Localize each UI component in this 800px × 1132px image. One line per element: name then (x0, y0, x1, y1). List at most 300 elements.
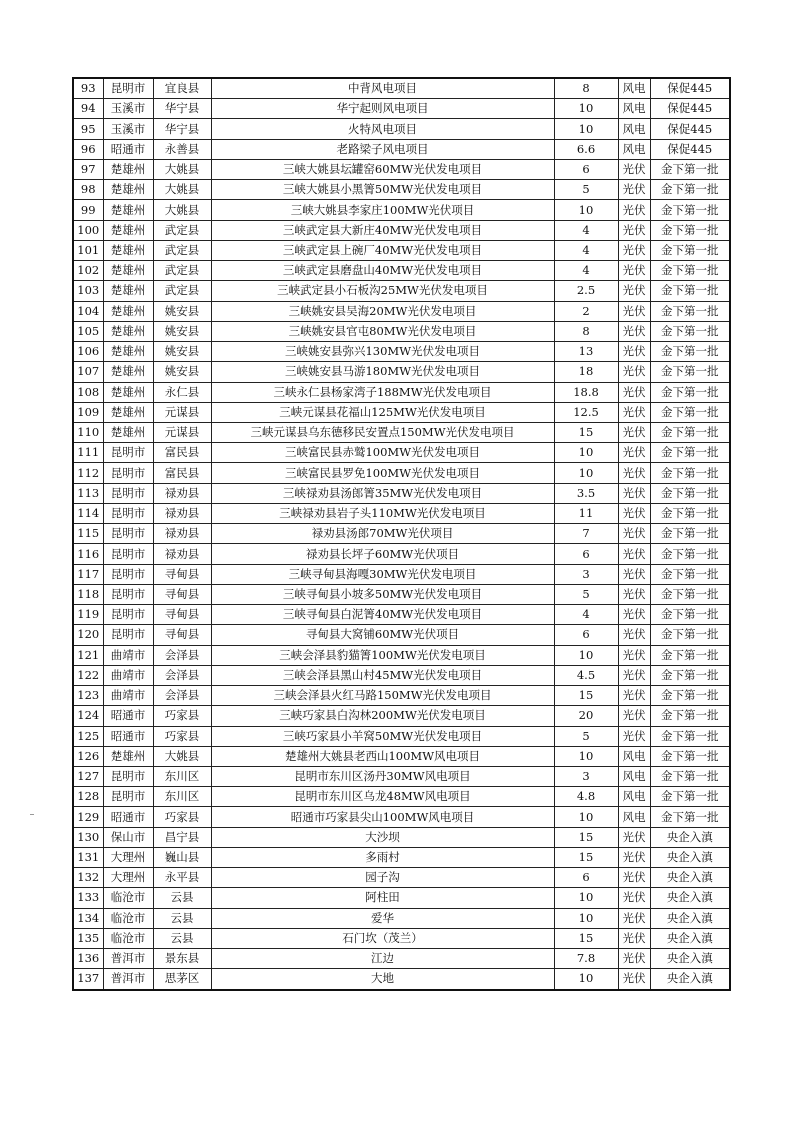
county-cell: 永善县 (153, 139, 211, 159)
energy-type-cell: 光伏 (618, 605, 650, 625)
city-cell: 楚雄州 (103, 200, 153, 220)
row-number: 105 (73, 321, 103, 341)
table-row (73, 787, 730, 807)
city-cell: 楚雄州 (103, 301, 153, 321)
capacity-cell: 3 (554, 766, 618, 786)
table-row (73, 301, 730, 321)
row-number: 112 (73, 463, 103, 483)
city-cell: 玉溪市 (103, 119, 153, 139)
county-cell: 会泽县 (153, 665, 211, 685)
city-cell: 昭通市 (103, 139, 153, 159)
project-name-cell: 三峡寻甸县白泥箐40MW光伏发电项目 (211, 605, 554, 625)
capacity-cell: 10 (554, 463, 618, 483)
table-row (73, 686, 730, 706)
energy-type-cell: 风电 (618, 766, 650, 786)
project-name-cell: 昭通市巧家县尖山100MW风电项目 (211, 807, 554, 827)
row-number: 113 (73, 483, 103, 503)
county-cell: 景东县 (153, 949, 211, 969)
table-row (73, 200, 730, 220)
project-name-cell: 阿柱田 (211, 888, 554, 908)
energy-type-cell: 风电 (618, 139, 650, 159)
batch-note-cell: 金下第一批 (650, 483, 730, 503)
county-cell: 巧家县 (153, 807, 211, 827)
table-row (73, 625, 730, 645)
county-cell: 永平县 (153, 868, 211, 888)
energy-type-cell: 光伏 (618, 261, 650, 281)
energy-type-cell: 风电 (618, 746, 650, 766)
row-number: 107 (73, 362, 103, 382)
project-name-cell: 三峡大姚县坛罐窑60MW光伏发电项目 (211, 159, 554, 179)
project-name-cell: 三峡武定县大新庄40MW光伏发电项目 (211, 220, 554, 240)
batch-note-cell: 金下第一批 (650, 240, 730, 260)
table-row (73, 402, 730, 422)
county-cell: 巍山县 (153, 847, 211, 867)
project-name-cell: 三峡武定县小石板沟25MW光伏发电项目 (211, 281, 554, 301)
row-number: 104 (73, 301, 103, 321)
batch-note-cell: 金下第一批 (650, 443, 730, 463)
city-cell: 临沧市 (103, 888, 153, 908)
table-row (73, 463, 730, 483)
row-number: 131 (73, 847, 103, 867)
project-name-cell: 大沙坝 (211, 827, 554, 847)
project-name-cell: 三峡禄劝县岩子头110MW光伏发电项目 (211, 503, 554, 523)
city-cell: 临沧市 (103, 908, 153, 928)
county-cell: 大姚县 (153, 180, 211, 200)
capacity-cell: 15 (554, 847, 618, 867)
row-number: 101 (73, 240, 103, 260)
table-row (73, 524, 730, 544)
table-row (73, 139, 730, 159)
project-name-cell: 三峡会泽县黑山村45MW光伏发电项目 (211, 665, 554, 685)
row-number: 99 (73, 200, 103, 220)
county-cell: 寻甸县 (153, 564, 211, 584)
project-name-cell: 三峡富民县罗免100MW光伏发电项目 (211, 463, 554, 483)
energy-type-cell: 光伏 (618, 645, 650, 665)
city-cell: 昭通市 (103, 726, 153, 746)
county-cell: 禄劝县 (153, 544, 211, 564)
project-name-cell: 三峡武定县上碗厂40MW光伏发电项目 (211, 240, 554, 260)
table-row (73, 180, 730, 200)
energy-type-cell: 风电 (618, 99, 650, 119)
project-name-cell: 三峡巧家县白沟林200MW光伏发电项目 (211, 706, 554, 726)
row-number: 129 (73, 807, 103, 827)
batch-note-cell: 金下第一批 (650, 200, 730, 220)
capacity-cell: 7 (554, 524, 618, 544)
county-cell: 东川区 (153, 787, 211, 807)
table-row (73, 99, 730, 119)
row-number: 118 (73, 584, 103, 604)
row-number: 134 (73, 908, 103, 928)
county-cell: 云县 (153, 888, 211, 908)
table-row (73, 807, 730, 827)
capacity-cell: 15 (554, 422, 618, 442)
project-name-cell: 江边 (211, 949, 554, 969)
project-name-cell: 三峡永仁县杨家湾子188MW光伏发电项目 (211, 382, 554, 402)
table-row (73, 645, 730, 665)
city-cell: 昆明市 (103, 524, 153, 544)
table-row (73, 382, 730, 402)
batch-note-cell: 金下第一批 (650, 584, 730, 604)
project-name-cell: 爱华 (211, 908, 554, 928)
project-name-cell: 三峡禄劝县汤郎箐35MW光伏发电项目 (211, 483, 554, 503)
project-name-cell: 三峡会泽县火红马路150MW光伏发电项目 (211, 686, 554, 706)
project-name-cell: 老路梁子风电项目 (211, 139, 554, 159)
energy-type-cell: 光伏 (618, 443, 650, 463)
table-row (73, 422, 730, 442)
county-cell: 寻甸县 (153, 584, 211, 604)
capacity-cell: 4 (554, 605, 618, 625)
energy-type-cell: 光伏 (618, 827, 650, 847)
capacity-cell: 2.5 (554, 281, 618, 301)
city-cell: 大理州 (103, 847, 153, 867)
project-name-cell: 三峡姚安县马游180MW光伏发电项目 (211, 362, 554, 382)
energy-type-cell: 光伏 (618, 362, 650, 382)
batch-note-cell: 金下第一批 (650, 807, 730, 827)
row-number: 135 (73, 928, 103, 948)
table-row (73, 159, 730, 179)
capacity-cell: 15 (554, 928, 618, 948)
row-number: 106 (73, 342, 103, 362)
county-cell: 寻甸县 (153, 605, 211, 625)
row-number: 110 (73, 422, 103, 442)
county-cell: 大姚县 (153, 200, 211, 220)
table-row (73, 766, 730, 786)
table-row (73, 281, 730, 301)
capacity-cell: 7.8 (554, 949, 618, 969)
row-number: 127 (73, 766, 103, 786)
batch-note-cell: 金下第一批 (650, 362, 730, 382)
batch-note-cell: 金下第一批 (650, 524, 730, 544)
energy-type-cell: 光伏 (618, 240, 650, 260)
energy-type-cell: 光伏 (618, 301, 650, 321)
county-cell: 姚安县 (153, 362, 211, 382)
table-row (73, 119, 730, 139)
batch-note-cell: 金下第一批 (650, 180, 730, 200)
energy-type-cell: 光伏 (618, 382, 650, 402)
county-cell: 元谋县 (153, 422, 211, 442)
batch-note-cell: 金下第一批 (650, 787, 730, 807)
project-name-cell: 三峡姚安县吴海20MW光伏发电项目 (211, 301, 554, 321)
energy-type-cell: 光伏 (618, 584, 650, 604)
energy-type-cell: 光伏 (618, 483, 650, 503)
capacity-cell: 8 (554, 78, 618, 99)
city-cell: 楚雄州 (103, 180, 153, 200)
capacity-cell: 20 (554, 706, 618, 726)
county-cell: 大姚县 (153, 746, 211, 766)
energy-type-cell: 光伏 (618, 564, 650, 584)
city-cell: 昭通市 (103, 807, 153, 827)
row-number: 102 (73, 261, 103, 281)
row-number: 126 (73, 746, 103, 766)
row-number: 114 (73, 503, 103, 523)
project-name-cell: 三峡大姚县小黑箐50MW光伏发电项目 (211, 180, 554, 200)
table-row (73, 240, 730, 260)
county-cell: 姚安县 (153, 301, 211, 321)
county-cell: 宜良县 (153, 78, 211, 99)
city-cell: 楚雄州 (103, 382, 153, 402)
row-number: 96 (73, 139, 103, 159)
county-cell: 会泽县 (153, 686, 211, 706)
row-number: 100 (73, 220, 103, 240)
capacity-cell: 3 (554, 564, 618, 584)
table-row (73, 362, 730, 382)
county-cell: 姚安县 (153, 342, 211, 362)
capacity-cell: 4.5 (554, 665, 618, 685)
county-cell: 寻甸县 (153, 625, 211, 645)
capacity-cell: 4 (554, 240, 618, 260)
row-number: 119 (73, 605, 103, 625)
table-row (73, 706, 730, 726)
city-cell: 昆明市 (103, 605, 153, 625)
project-name-cell: 三峡姚安县官屯80MW光伏发电项目 (211, 321, 554, 341)
energy-type-cell: 光伏 (618, 220, 650, 240)
county-cell: 华宁县 (153, 99, 211, 119)
energy-type-cell: 光伏 (618, 888, 650, 908)
row-number: 95 (73, 119, 103, 139)
county-cell: 云县 (153, 928, 211, 948)
batch-note-cell: 保促445 (650, 99, 730, 119)
project-table (72, 77, 731, 991)
energy-type-cell: 光伏 (618, 928, 650, 948)
row-number: 130 (73, 827, 103, 847)
table-row (73, 564, 730, 584)
energy-type-cell: 风电 (618, 787, 650, 807)
project-name-cell: 昆明市东川区汤丹30MW风电项目 (211, 766, 554, 786)
county-cell: 巧家县 (153, 726, 211, 746)
project-name-cell: 三峡巧家县小羊窝50MW光伏发电项目 (211, 726, 554, 746)
batch-note-cell: 金下第一批 (650, 463, 730, 483)
county-cell: 武定县 (153, 281, 211, 301)
row-number: 132 (73, 868, 103, 888)
project-name-cell: 大地 (211, 969, 554, 990)
project-name-cell: 寻甸县大窝铺60MW光伏项目 (211, 625, 554, 645)
project-name-cell: 三峡元谋县乌东德移民安置点150MW光伏发电项目 (211, 422, 554, 442)
capacity-cell: 6 (554, 159, 618, 179)
project-name-cell: 三峡寻甸县小坡多50MW光伏发电项目 (211, 584, 554, 604)
energy-type-cell: 光伏 (618, 159, 650, 179)
batch-note-cell: 央企入滇 (650, 868, 730, 888)
row-number: 97 (73, 159, 103, 179)
project-name-cell: 中背风电项目 (211, 78, 554, 99)
project-name-cell: 多雨村 (211, 847, 554, 867)
city-cell: 曲靖市 (103, 686, 153, 706)
county-cell: 禄劝县 (153, 503, 211, 523)
city-cell: 楚雄州 (103, 159, 153, 179)
energy-type-cell: 光伏 (618, 847, 650, 867)
table-row (73, 503, 730, 523)
project-name-cell: 华宁起则风电项目 (211, 99, 554, 119)
county-cell: 禄劝县 (153, 524, 211, 544)
batch-note-cell: 金下第一批 (650, 766, 730, 786)
table-row (73, 321, 730, 341)
batch-note-cell: 央企入滇 (650, 928, 730, 948)
batch-note-cell: 央企入滇 (650, 827, 730, 847)
table-row (73, 847, 730, 867)
project-name-cell: 三峡元谋县花福山125MW光伏发电项目 (211, 402, 554, 422)
project-name-cell: 昆明市东川区乌龙48MW风电项目 (211, 787, 554, 807)
city-cell: 曲靖市 (103, 665, 153, 685)
table-row (73, 726, 730, 746)
energy-type-cell: 光伏 (618, 402, 650, 422)
energy-type-cell: 光伏 (618, 544, 650, 564)
table-body (73, 78, 730, 990)
energy-type-cell: 光伏 (618, 180, 650, 200)
capacity-cell: 6.6 (554, 139, 618, 159)
city-cell: 昆明市 (103, 625, 153, 645)
table-row (73, 908, 730, 928)
table-row (73, 605, 730, 625)
energy-type-cell: 光伏 (618, 281, 650, 301)
project-name-cell: 三峡富民县赤鹫100MW光伏发电项目 (211, 443, 554, 463)
city-cell: 昆明市 (103, 503, 153, 523)
project-name-cell: 火特风电项目 (211, 119, 554, 139)
project-name-cell: 禄劝县汤郎70MW光伏项目 (211, 524, 554, 544)
project-name-cell: 三峡大姚县李家庄100MW光伏项目 (211, 200, 554, 220)
row-number: 120 (73, 625, 103, 645)
row-number: 111 (73, 443, 103, 463)
project-name-cell: 石门坎（茂兰） (211, 928, 554, 948)
batch-note-cell: 金下第一批 (650, 402, 730, 422)
margin-mark (30, 814, 34, 815)
city-cell: 昆明市 (103, 544, 153, 564)
row-number: 125 (73, 726, 103, 746)
capacity-cell: 4 (554, 220, 618, 240)
batch-note-cell: 金下第一批 (650, 503, 730, 523)
table-row (73, 969, 730, 990)
county-cell: 元谋县 (153, 402, 211, 422)
table-row (73, 483, 730, 503)
city-cell: 楚雄州 (103, 261, 153, 281)
city-cell: 楚雄州 (103, 281, 153, 301)
batch-note-cell: 金下第一批 (650, 321, 730, 341)
row-number: 124 (73, 706, 103, 726)
energy-type-cell: 风电 (618, 119, 650, 139)
energy-type-cell: 光伏 (618, 503, 650, 523)
table-row (73, 827, 730, 847)
batch-note-cell: 金下第一批 (650, 261, 730, 281)
row-number: 121 (73, 645, 103, 665)
batch-note-cell: 央企入滇 (650, 908, 730, 928)
row-number: 98 (73, 180, 103, 200)
batch-note-cell: 金下第一批 (650, 686, 730, 706)
city-cell: 楚雄州 (103, 402, 153, 422)
energy-type-cell: 风电 (618, 78, 650, 99)
energy-type-cell: 光伏 (618, 625, 650, 645)
city-cell: 楚雄州 (103, 746, 153, 766)
batch-note-cell: 保促445 (650, 119, 730, 139)
table-row (73, 928, 730, 948)
project-name-cell: 三峡武定县磨盘山40MW光伏发电项目 (211, 261, 554, 281)
capacity-cell: 15 (554, 686, 618, 706)
city-cell: 普洱市 (103, 949, 153, 969)
batch-note-cell: 金下第一批 (650, 422, 730, 442)
city-cell: 楚雄州 (103, 362, 153, 382)
project-name-cell: 园子沟 (211, 868, 554, 888)
capacity-cell: 3.5 (554, 483, 618, 503)
batch-note-cell: 金下第一批 (650, 220, 730, 240)
energy-type-cell: 光伏 (618, 665, 650, 685)
batch-note-cell: 金下第一批 (650, 564, 730, 584)
table-row (73, 443, 730, 463)
table-row (73, 746, 730, 766)
energy-type-cell: 光伏 (618, 908, 650, 928)
batch-note-cell: 央企入滇 (650, 949, 730, 969)
county-cell: 禄劝县 (153, 483, 211, 503)
row-number: 93 (73, 78, 103, 99)
energy-type-cell: 光伏 (618, 321, 650, 341)
city-cell: 临沧市 (103, 928, 153, 948)
table-row (73, 584, 730, 604)
table-row (73, 261, 730, 281)
capacity-cell: 5 (554, 180, 618, 200)
batch-note-cell: 金下第一批 (650, 645, 730, 665)
batch-note-cell: 央企入滇 (650, 888, 730, 908)
capacity-cell: 10 (554, 99, 618, 119)
energy-type-cell: 光伏 (618, 686, 650, 706)
county-cell: 会泽县 (153, 645, 211, 665)
city-cell: 楚雄州 (103, 422, 153, 442)
county-cell: 华宁县 (153, 119, 211, 139)
city-cell: 曲靖市 (103, 645, 153, 665)
county-cell: 思茅区 (153, 969, 211, 990)
energy-type-cell: 光伏 (618, 969, 650, 990)
batch-note-cell: 金下第一批 (650, 726, 730, 746)
batch-note-cell: 保促445 (650, 78, 730, 99)
city-cell: 普洱市 (103, 969, 153, 990)
capacity-cell: 10 (554, 200, 618, 220)
capacity-cell: 6 (554, 868, 618, 888)
county-cell: 巧家县 (153, 706, 211, 726)
table-row (73, 665, 730, 685)
table-row (73, 544, 730, 564)
batch-note-cell: 央企入滇 (650, 969, 730, 990)
city-cell: 昆明市 (103, 443, 153, 463)
batch-note-cell: 保促445 (650, 139, 730, 159)
county-cell: 姚安县 (153, 321, 211, 341)
city-cell: 昆明市 (103, 78, 153, 99)
batch-note-cell: 金下第一批 (650, 625, 730, 645)
county-cell: 昌宁县 (153, 827, 211, 847)
capacity-cell: 5 (554, 726, 618, 746)
energy-type-cell: 光伏 (618, 342, 650, 362)
county-cell: 武定县 (153, 220, 211, 240)
county-cell: 富民县 (153, 443, 211, 463)
capacity-cell: 10 (554, 443, 618, 463)
row-number: 103 (73, 281, 103, 301)
batch-note-cell: 金下第一批 (650, 544, 730, 564)
county-cell: 武定县 (153, 240, 211, 260)
row-number: 94 (73, 99, 103, 119)
batch-note-cell: 金下第一批 (650, 706, 730, 726)
capacity-cell: 13 (554, 342, 618, 362)
capacity-cell: 6 (554, 544, 618, 564)
city-cell: 昆明市 (103, 463, 153, 483)
capacity-cell: 12.5 (554, 402, 618, 422)
batch-note-cell: 金下第一批 (650, 301, 730, 321)
energy-type-cell: 光伏 (618, 726, 650, 746)
project-name-cell: 楚雄州大姚县老西山100MW风电项目 (211, 746, 554, 766)
capacity-cell: 15 (554, 827, 618, 847)
capacity-cell: 18.8 (554, 382, 618, 402)
row-number: 136 (73, 949, 103, 969)
table-row (73, 342, 730, 362)
city-cell: 玉溪市 (103, 99, 153, 119)
table-row (73, 78, 730, 99)
capacity-cell: 10 (554, 969, 618, 990)
capacity-cell: 6 (554, 625, 618, 645)
row-number: 109 (73, 402, 103, 422)
project-name-cell: 三峡寻甸县海嘎30MW光伏发电项目 (211, 564, 554, 584)
